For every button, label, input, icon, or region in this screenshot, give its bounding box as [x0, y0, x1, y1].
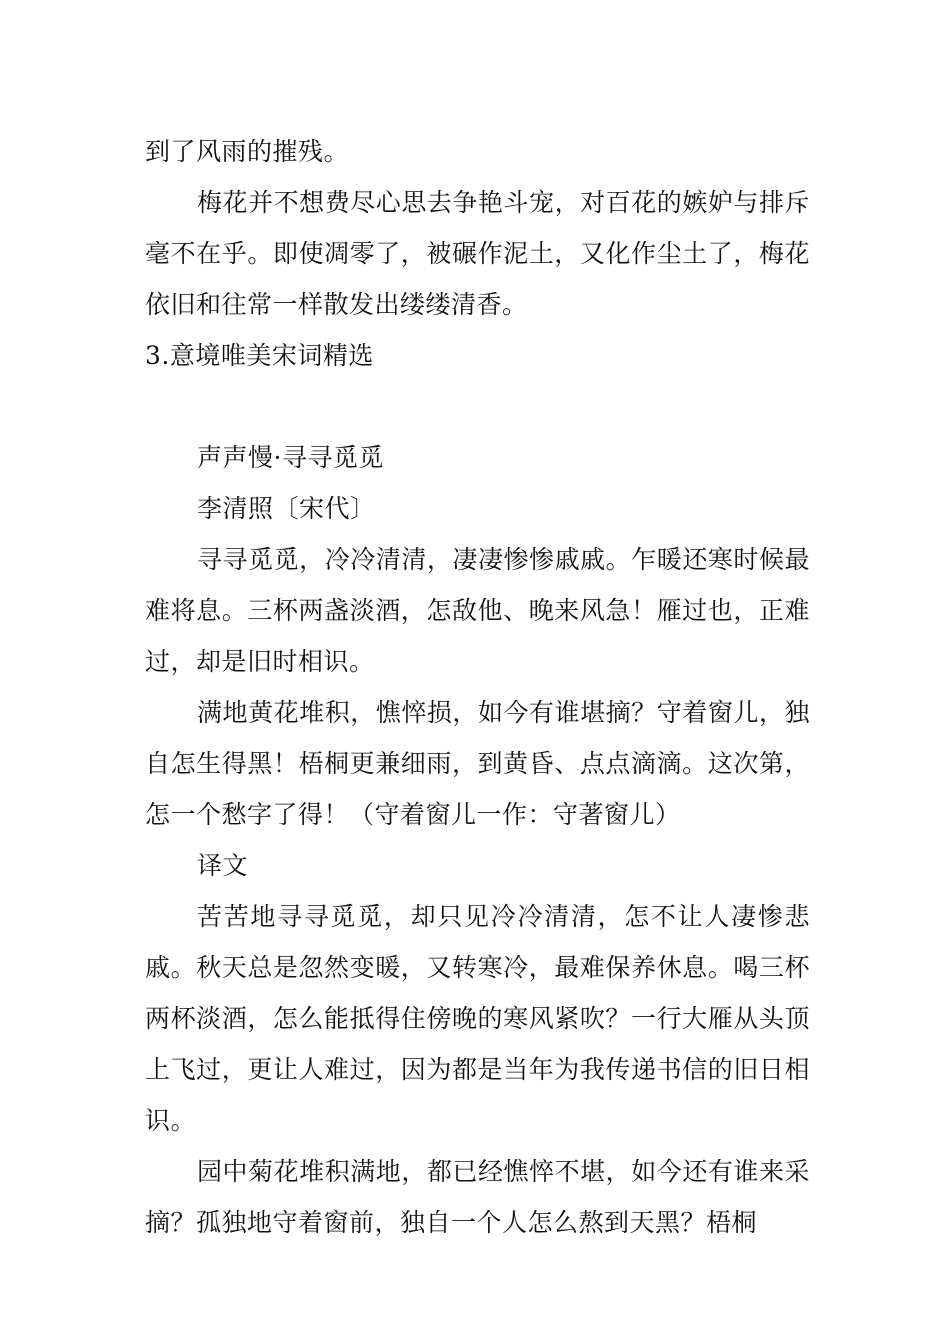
translation-paragraph-2: 园中菊花堆积满地，都已经憔悴不堪，如今还有谁来采摘？孤独地守着窗前，独自一个人怎么熬到天黑？梧桐	[145, 1157, 810, 1237]
poem-author: 李清照〔宋代〕	[197, 494, 376, 523]
blank-line	[145, 381, 810, 432]
translation-paragraph-1: 苦苦地寻寻觅觅，却只见冷冷清清，怎不让人凄惨悲戚。秋天总是忽然变暖，又转寒冷，最难保养休息。喝三杯两杯淡酒，怎么能抵得住傍晚的寒风紧吹？一行大雁从头顶上飞过，更让人难过，因为都是当年为我传递书信的旧日相识。	[145, 902, 810, 1135]
poem-title: 声声慢·寻寻觅觅	[197, 443, 384, 472]
translation-heading: 译文	[197, 851, 249, 880]
document-body	[145, 126, 810, 1248]
paragraph-continuation: 到了风雨的摧残。	[145, 137, 350, 166]
paragraph-plum-blossom: 梅花并不想费尽心思去争艳斗宠，对百花的嫉妒与排斥毫不在乎。即使凋零了，被碾作泥土，又化作尘土了，梅花依旧和往常一样散发出缕缕清香。	[145, 188, 810, 319]
section-heading: 3.意境唯美宋词精选	[145, 341, 374, 370]
poem-stanza-2: 满地黄花堆积，憔悴损，如今有谁堪摘？守着窗儿，独自怎生得黑！梧桐更兼细雨，到黄昏、点点滴滴。这次第，怎一个愁字了得！（守着窗儿一作：守著窗儿）	[145, 698, 810, 829]
poem-stanza-1: 寻寻觅觅，冷冷清清，凄凄惨惨戚戚。乍暖还寒时候最难将息。三杯两盏淡酒，怎敌他、晚来风急！雁过也，正难过，却是旧时相识。	[145, 545, 810, 676]
